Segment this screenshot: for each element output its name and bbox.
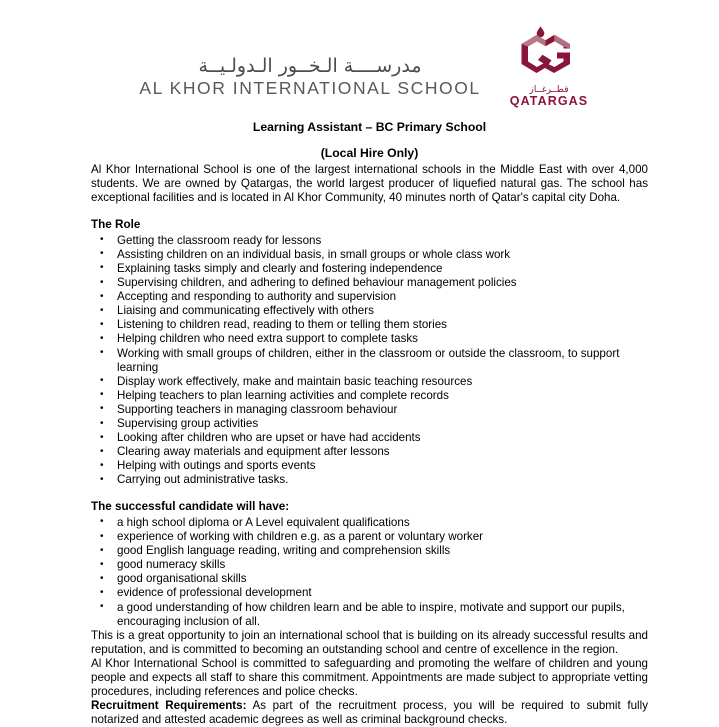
- school-name-english: AL KHOR INTERNATIONAL SCHOOL: [139, 78, 481, 98]
- list-item: • Assisting children on an individual basis, in small groups or whole class work: [91, 248, 648, 262]
- qatargas-monogram-icon: [514, 24, 584, 84]
- list-item: • Supporting teachers in managing classroom behaviour: [91, 403, 648, 417]
- intro-paragraph: Al Khor International School is one of the largest international schools in the Middle East with over 4,000 students. We are owned by Qatargas, the world largest producer of liquefied natural gas. The school has exceptional facilities and is located in Al Khor Community, 40 minutes north of Qatar's capital city Doha.: [91, 163, 648, 205]
- safeguarding-paragraph: Al Khor International School is committed to safeguarding and promoting the welfare of children and young people and expects all staff to share this commitment. Appointments are made subject to appropriate vetting procedures, including references and police checks.: [91, 656, 648, 699]
- job-title: Learning Assistant – BC Primary School: [252, 120, 487, 134]
- recruitment-requirements-text: As part of the recruitment process, you will be required to submit fully notarized and attested academic degrees as well as criminal background checks.: [91, 699, 648, 727]
- list-item: • Getting the classroom ready for lessons: [91, 234, 648, 248]
- list-item: • good organisational skills: [91, 572, 648, 586]
- list-item: • good English language reading, writing and comprehension skills: [91, 544, 648, 558]
- qatargas-name-arabic: قطــرغــاز: [529, 85, 569, 95]
- qatargas-name-english: QATARGAS: [509, 94, 589, 108]
- list-item: • Looking after children who are upset or have had accidents: [91, 431, 648, 445]
- list-item: • Display work effectively, make and maintain basic teaching resources: [91, 375, 648, 389]
- list-item: • Supervising children, and adhering to defined behaviour management policies: [91, 276, 648, 290]
- list-item: • Helping teachers to plan learning activities and complete records: [91, 389, 648, 403]
- section-heading-successful-candidate: The successful candidate will have:: [91, 500, 290, 514]
- list-item: • Helping with outings and sports events: [91, 459, 648, 473]
- candidate-bullet-list: [91, 516, 648, 629]
- document-body: [91, 118, 648, 727]
- recruitment-paragraph: [91, 699, 648, 727]
- list-item: • evidence of professional development: [91, 586, 648, 600]
- recruitment-requirements-label: Recruitment Requirements:: [91, 699, 247, 713]
- school-logo: [124, 55, 496, 99]
- section-heading-the-role: The Role: [91, 218, 141, 232]
- list-item: • a good understanding of how children learn and be able to inspire, motivate and support our pupils, encouraging inclusion of all.: [91, 601, 648, 629]
- list-item: • Working with small groups of children, either in the classroom or outside the classroom, to support learning: [91, 347, 648, 375]
- list-item: • a high school diploma or A Level equivalent qualifications: [91, 516, 648, 530]
- role-bullet-list: [91, 234, 648, 488]
- list-item: • Supervising group activities: [91, 417, 648, 431]
- list-item: • experience of working with children e.g. as a parent or voluntary worker: [91, 530, 648, 544]
- opportunity-paragraph: This is a great opportunity to join an international school that is building on its already successful results and reputation, and is committed to becoming an outstanding school and centre of excellence in the region.: [91, 628, 648, 656]
- school-name-arabic: مدرســــة الـخــور الـدولـيــة: [198, 55, 422, 77]
- list-item: • Clearing away materials and equipment after lessons: [91, 445, 648, 459]
- list-item: • Helping children who need extra support to complete tasks: [91, 332, 648, 346]
- list-item: • Listening to children read, reading to them or telling them stories: [91, 318, 648, 332]
- job-subtitle: (Local Hire Only): [320, 146, 419, 160]
- list-item: • Carrying out administrative tasks.: [91, 473, 648, 487]
- list-item: • Accepting and responding to authority and supervision: [91, 290, 648, 304]
- letterhead: [0, 0, 719, 112]
- list-item: • good numeracy skills: [91, 558, 648, 572]
- qatargas-logo: [503, 24, 595, 108]
- list-item: • Liaising and communicating effectively with others: [91, 304, 648, 318]
- list-item: • Explaining tasks simply and clearly and fostering independence: [91, 262, 648, 276]
